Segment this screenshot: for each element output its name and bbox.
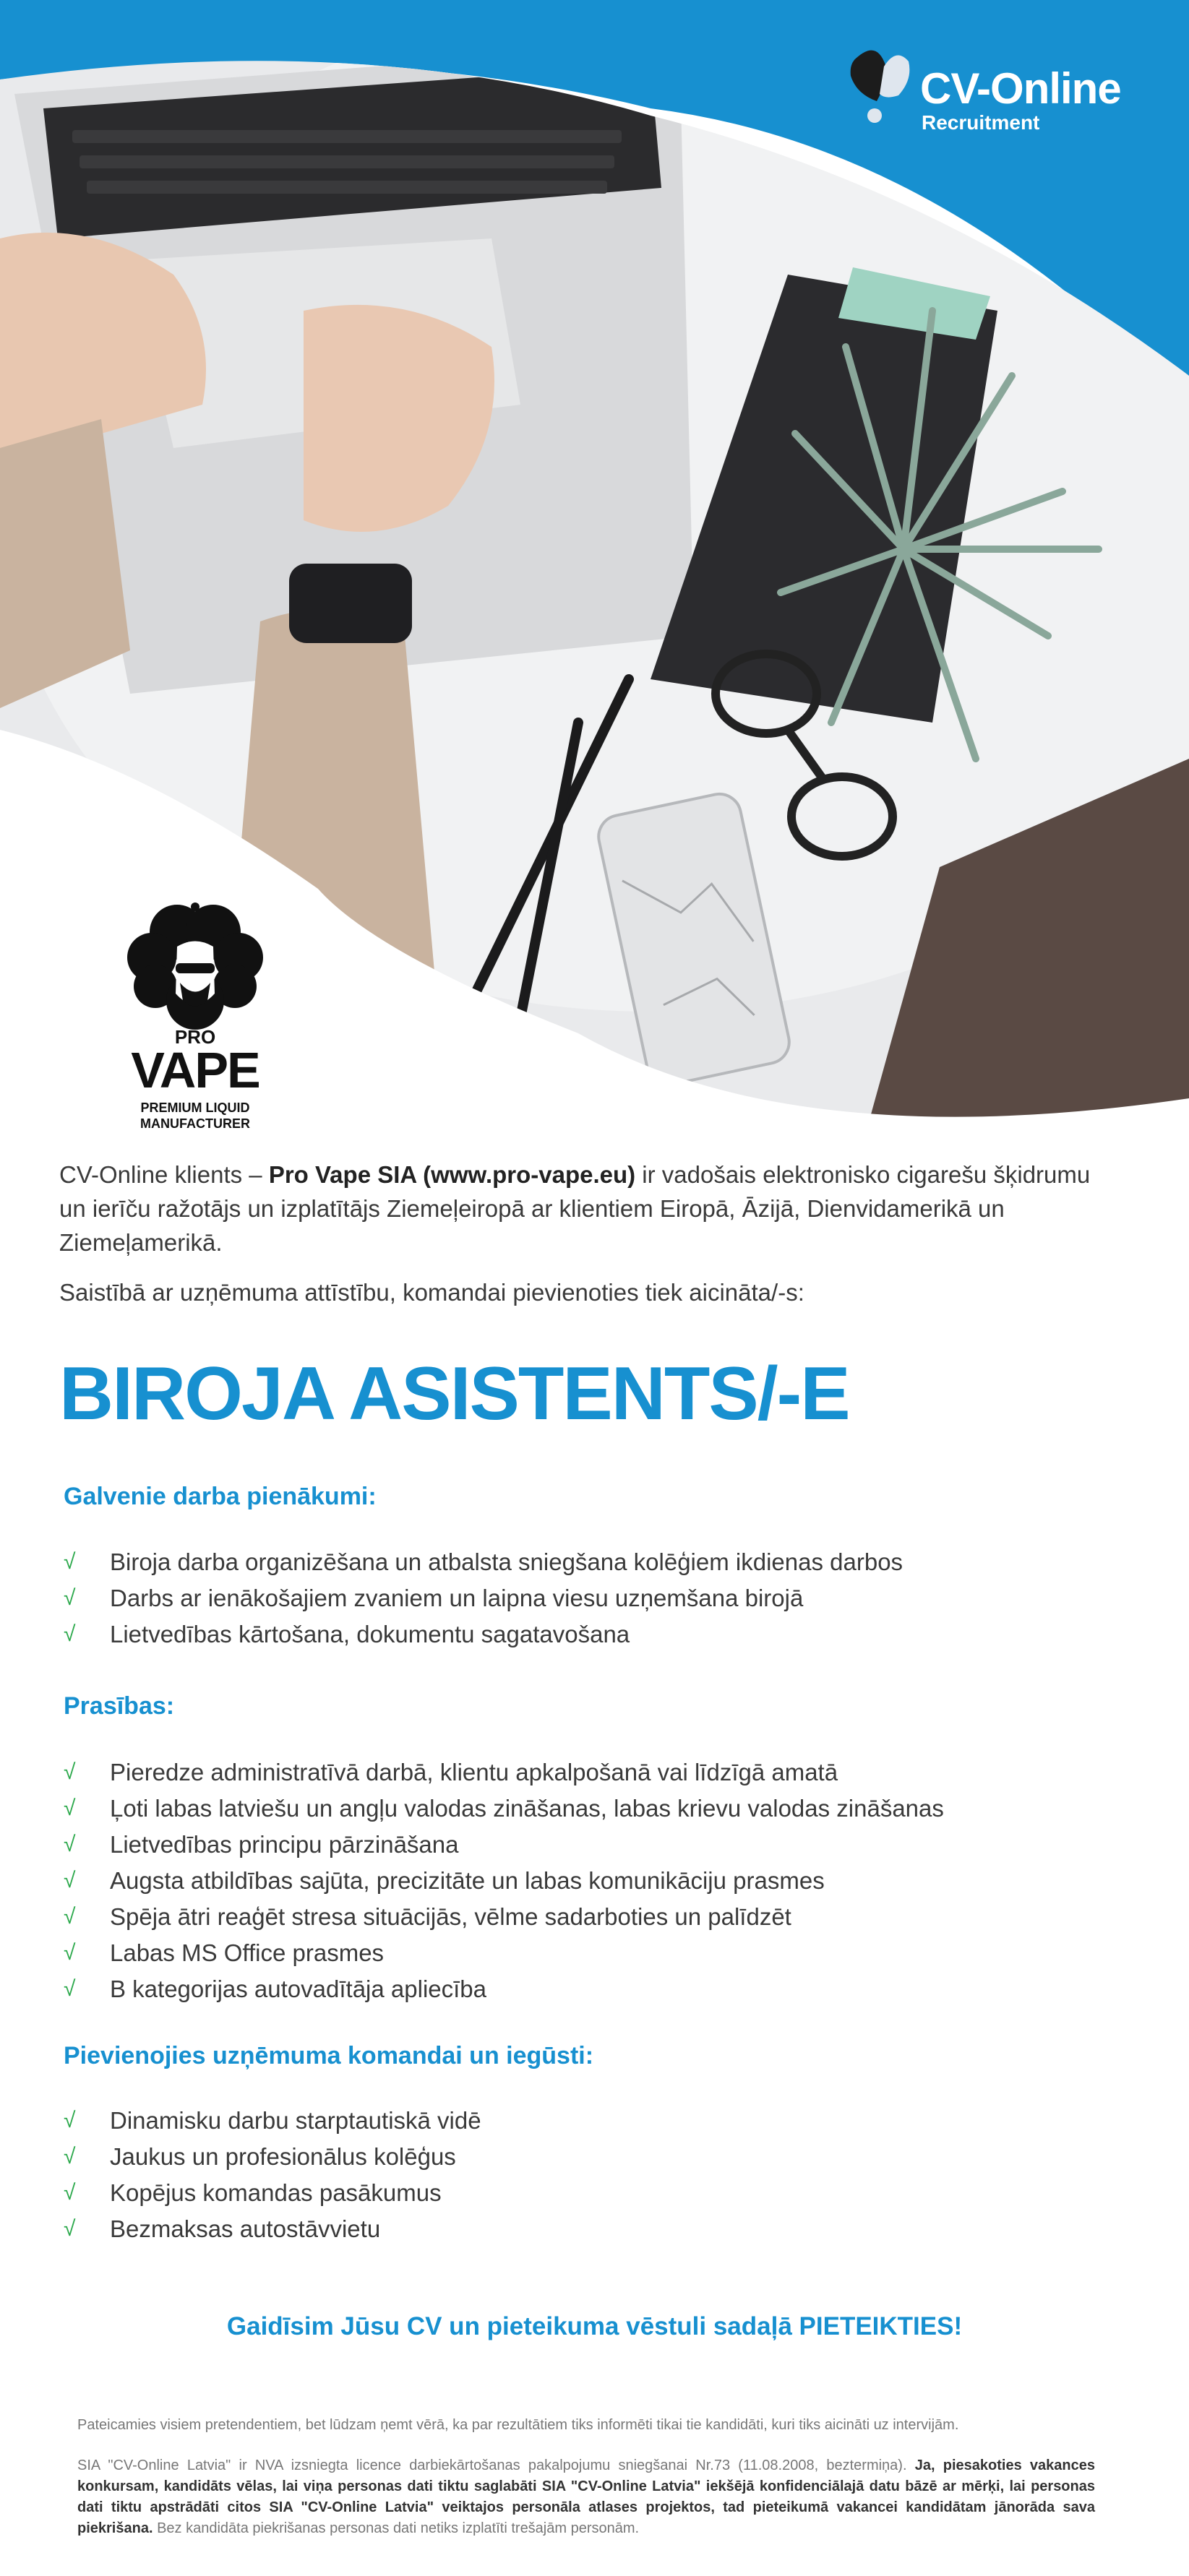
list-item-text: Kopējus komandas pasākumus (110, 2179, 442, 2206)
check-icon: √ (64, 1622, 76, 1646)
check-icon: √ (64, 1760, 76, 1784)
duties-heading: Galvenie darba pienākumi: (64, 1483, 377, 1510)
benefits-heading: Pievienojies uzņēmuma komandai un iegūsti: (64, 2042, 594, 2069)
list-item-text: Biroja darba organizēšana un atbalsta sniegšana kolēģiem ikdienas darbos (110, 1548, 903, 1575)
list-item-text: Dinamisku darbu starptautiskā vidē (110, 2107, 481, 2134)
list-item-text: Bezmaksas autostāvvietu (110, 2215, 381, 2242)
license-paragraph (77, 2455, 1095, 2539)
list-item-text: Darbs ar ienākošajiem zvaniem un laipna viesu uzņemšana birojā (110, 1585, 804, 1611)
cv-online-logo (842, 43, 1160, 137)
list-item (64, 1971, 944, 2007)
list-item-text: B kategorijas autovadītāja apliecība (110, 1976, 487, 2002)
disclaimer-line: Pateicamies visiem pretendentiem, bet lūdzam ņemt vērā, ka par rezultātiem tiks informēti tikai tie kandidāti, kuri tiks aicināti uz intervijām. (77, 2417, 959, 2433)
check-icon: √ (64, 1586, 76, 1610)
logo-pro-text: PRO (174, 1026, 216, 1048)
list-item (64, 1616, 903, 1653)
intro-before: CV-Online klients – (59, 1161, 269, 1188)
check-icon: √ (64, 1869, 76, 1892)
list-item-text: Ļoti labas latviešu un angļu valodas zināšanas, labas krievu valodas zināšanas (110, 1795, 944, 1822)
cv-online-logo-icon (842, 43, 914, 130)
list-item (64, 1754, 944, 1791)
check-icon: √ (64, 1796, 76, 1820)
pro-vape-logo-icon (119, 892, 271, 1030)
check-icon: √ (64, 1832, 76, 1856)
list-item (64, 1899, 944, 1935)
benefits-list (64, 2103, 481, 2247)
list-item (64, 1827, 944, 1863)
check-icon: √ (64, 1550, 76, 1574)
check-icon: √ (64, 1905, 76, 1929)
logo-tagline-line-1: PREMIUM LIQUID (140, 1100, 250, 1115)
intro-paragraph (59, 1158, 1122, 1259)
list-item (64, 2139, 481, 2175)
brand-name: CV-Online (920, 64, 1121, 113)
job-title: BIROJA ASISTENTS/-E (59, 1352, 849, 1436)
list-item-text: Jaukus un profesionālus kolēģus (110, 2143, 456, 2170)
consent-text: Ja, piesakoties vakances konkursam, kandidāts vēlas, lai viņa personas dati tiktu saglabāti SIA "CV-Online Latvia" iekšējā konfidenciālajā datu bāzē ar mērķi, lai personas dati tiktu apstrādāti citos SIA "CV-Online Latvia" veiktajos personāla atlases projektos, tad pieteikumā vakancei kandidātam jānorāda sava piekrišana. (77, 2457, 1095, 2536)
intro-after: ir vadošais elektronisko cigarešu šķidrumu un ierīču ražotājs un izplatītājs Ziemeļeiropā ar klientiem Eiropā, Āzijā, Dienvidamerikā un Ziemeļamerikā. (59, 1161, 1091, 1256)
logo-tagline-line-2: MANUFACTURER (140, 1116, 250, 1131)
list-item (64, 1863, 944, 1899)
check-icon: √ (64, 2108, 76, 2132)
check-icon: √ (64, 2145, 76, 2168)
list-item-text: Labas MS Office prasmes (110, 1939, 385, 1966)
list-item (64, 1544, 903, 1580)
requirements-heading: Prasības: (64, 1692, 175, 1720)
list-item-text: Lietvedības principu pārzināšana (110, 1831, 459, 1858)
list-item-text: Lietvedības kārtošana, dokumentu sagatavošana (110, 1621, 630, 1647)
requirements-list (64, 1754, 944, 2007)
check-icon: √ (64, 2181, 76, 2205)
list-item-text: Pieredze administratīvā darbā, klientu apkalpošanā vai līdzīgā amatā (110, 1759, 838, 1785)
list-item (64, 1935, 944, 1971)
logo-tagline (119, 1100, 271, 1132)
list-item (64, 1791, 944, 1827)
invite-text: Saistībā ar uzņēmuma attīstību, komandai pievienoties tiek aicināta/-s: (59, 1279, 804, 1306)
license-text: SIA "CV-Online Latvia" ir NVA izsniegta licence darbiekārtošanas pakalpojumu sniegšanai Nr.73 (11.08.2008, beztermiņa). (77, 2457, 915, 2473)
intro-company: Pro Vape SIA (www.pro-vape.eu) (268, 1161, 636, 1188)
list-item-text: Spēja ātri reaģēt stresa situācijās, vēlme sadarboties un palīdzēt (110, 1903, 791, 1930)
duties-list (64, 1544, 903, 1653)
list-item (64, 2175, 481, 2211)
list-item (64, 2211, 481, 2247)
logo-vape-text: VAPE (131, 1042, 259, 1098)
apply-call-to-action: Gaidīsim Jūsu CV un pieteikuma vēstuli sadaļā PIETEIKTIES! (226, 2312, 963, 2340)
pro-vape-logo (119, 892, 271, 1138)
check-icon: √ (64, 1977, 76, 2001)
list-item (64, 2103, 481, 2139)
list-item (64, 1580, 903, 1616)
brand-subtitle: Recruitment (922, 111, 1040, 134)
list-item-text: Augsta atbildības sajūta, precizitāte un labas komunikāciju prasmes (110, 1867, 825, 1894)
check-icon: √ (64, 2217, 76, 2241)
privacy-text: Bez kandidāta piekrišanas personas dati netiks izplatīti trešajām personām. (153, 2520, 640, 2536)
check-icon: √ (64, 1941, 76, 1965)
